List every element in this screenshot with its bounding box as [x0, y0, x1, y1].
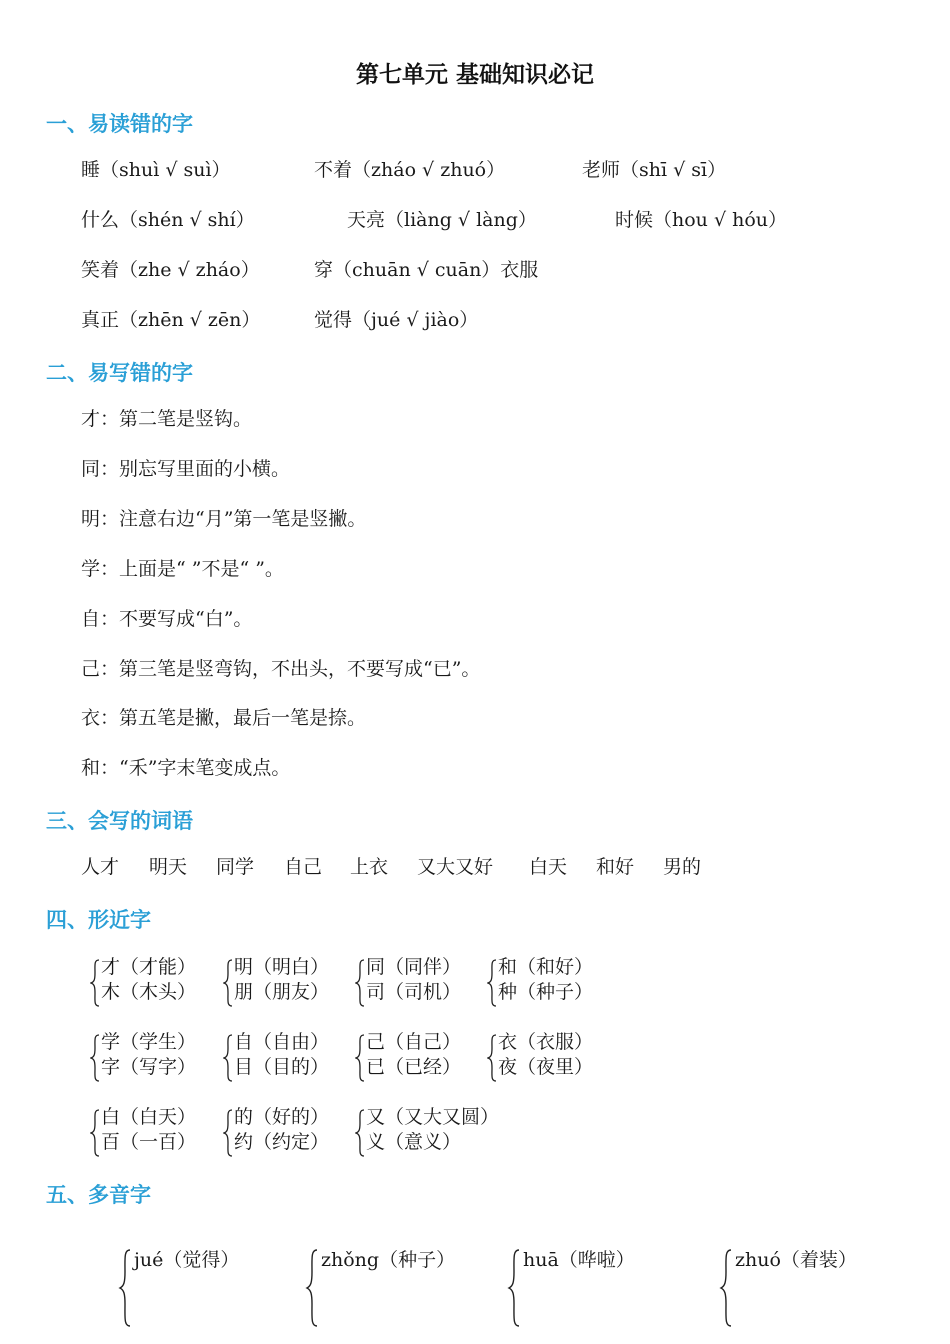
brace-icon: [719, 1248, 733, 1328]
word-item: 真正（zhēn √ zēn）: [81, 309, 261, 331]
writing-note: 自：不要写成“白”。: [81, 608, 253, 630]
brace-icon: [90, 959, 100, 1007]
vocab-word: 白天: [529, 856, 568, 878]
vocab-word: 明天: [149, 856, 188, 878]
similar-char-pair: [90, 955, 210, 1007]
vocab-word: 同学: [216, 856, 255, 878]
word-item: 不着（zháo √ zhuó）: [314, 159, 506, 181]
brace-icon: [355, 959, 365, 1007]
brace-icon: [118, 1248, 132, 1328]
pair-bottom: 司（司机）: [366, 981, 462, 1003]
polyphone-reading: zhǒng（种子）: [321, 1249, 456, 1271]
similar-char-pair: [90, 1105, 210, 1157]
pair-bottom: 已（已经）: [366, 1056, 462, 1078]
vocab-word: 男的: [663, 856, 702, 878]
section-heading-1: 一、易读错的字: [46, 112, 193, 136]
section-heading-3: 三、会写的词语: [46, 809, 193, 833]
pair-bottom: 木（木头）: [101, 981, 197, 1003]
writing-note: 才：第二笔是竖钩。: [81, 408, 253, 430]
vocab-word: 上衣: [350, 856, 389, 878]
word-item: 笑着（zhe √ zháo）: [81, 259, 260, 281]
pair-top: 明（明白）: [234, 956, 330, 978]
word-item: 穿（chuān √ cuān）衣服: [314, 259, 539, 281]
polyphone-reading: huā（哗啦）: [523, 1249, 635, 1271]
brace-icon: [223, 959, 233, 1007]
brace-icon: [355, 1034, 365, 1082]
pair-top: 学（学生）: [101, 1031, 197, 1053]
section-heading-4: 四、形近字: [46, 908, 151, 932]
pair-bottom: 百（一百）: [101, 1131, 197, 1153]
brace-icon: [223, 1109, 233, 1157]
brace-icon: [90, 1034, 100, 1082]
pair-bottom: 字（写字）: [101, 1056, 197, 1078]
similar-char-pair: [90, 1030, 210, 1082]
similar-char-pair: [223, 1030, 343, 1082]
similar-char-pair: [223, 1105, 343, 1157]
brace-icon: [355, 1109, 365, 1157]
similar-char-pair: [223, 955, 343, 1007]
similar-char-pair: [355, 1105, 525, 1157]
polyphone-reading: jué（觉得）: [134, 1249, 240, 1271]
writing-note: 衣：第五笔是撇，最后一笔是捺。: [81, 707, 367, 729]
writing-note: 学：上面是“ ”不是“ ”。: [81, 558, 284, 580]
section-heading-5: 五、多音字: [46, 1183, 151, 1207]
similar-char-pair: [355, 1030, 475, 1082]
pair-bottom: 义（意义）: [366, 1131, 462, 1153]
pair-bottom: 夜（夜里）: [498, 1056, 594, 1078]
word-item: 天亮（liàng √ làng）: [347, 209, 537, 231]
page-title: 第七单元 基础知识必记: [355, 62, 594, 88]
vocab-word: 又大又好: [417, 856, 494, 878]
vocab-word: 人才: [81, 856, 120, 878]
word-item: 老师（shī √ sī）: [582, 159, 727, 181]
pair-bottom: 目（目的）: [234, 1056, 330, 1078]
similar-char-pair: [355, 955, 475, 1007]
brace-icon: [90, 1109, 100, 1157]
writing-note: 明：注意右边“月”第一笔是竖撇。: [81, 508, 367, 530]
polyphone-reading: zhuó（着装）: [735, 1249, 857, 1271]
similar-char-pair: [487, 1030, 607, 1082]
section-heading-2: 二、易写错的字: [46, 361, 193, 385]
brace-icon: [223, 1034, 233, 1082]
pair-top: 衣（衣服）: [498, 1031, 594, 1053]
pair-top: 自（自由）: [234, 1031, 330, 1053]
writing-note: 和：“禾”字末笔变成点。: [81, 757, 291, 779]
writing-note: 己：第三笔是竖弯钩，不出头，不要写成“已”。: [81, 658, 481, 680]
polyphone-group: [118, 1248, 278, 1328]
pair-top: 才（才能）: [101, 956, 197, 978]
writing-note: 同：别忘写里面的小横。: [81, 458, 291, 480]
polyphone-group: [305, 1248, 475, 1328]
polyphone-group: [507, 1248, 667, 1328]
pair-top: 白（白天）: [101, 1106, 197, 1128]
pair-top: 又（又大又圆）: [366, 1106, 500, 1128]
brace-icon: [487, 959, 497, 1007]
word-item: 时候（hou √ hóu）: [615, 209, 788, 231]
pair-top: 和（和好）: [498, 956, 594, 978]
word-item: 睡（shuì √ suì）: [81, 159, 231, 181]
similar-char-pair: [487, 955, 607, 1007]
vocab-word: 和好: [596, 856, 635, 878]
pair-bottom: 约（约定）: [234, 1131, 330, 1153]
pair-bottom: 朋（朋友）: [234, 981, 330, 1003]
pair-top: 的（好的）: [234, 1106, 330, 1128]
brace-icon: [487, 1034, 497, 1082]
brace-icon: [305, 1248, 319, 1328]
polyphone-group: [719, 1248, 889, 1328]
word-item: 觉得（jué √ jiào）: [314, 309, 479, 331]
brace-icon: [507, 1248, 521, 1328]
pair-bottom: 种（种子）: [498, 981, 594, 1003]
word-item: 什么（shén √ shí）: [81, 209, 255, 231]
pair-top: 己（自己）: [366, 1031, 462, 1053]
vocab-word: 自己: [284, 856, 323, 878]
pair-top: 同（同伴）: [366, 956, 462, 978]
